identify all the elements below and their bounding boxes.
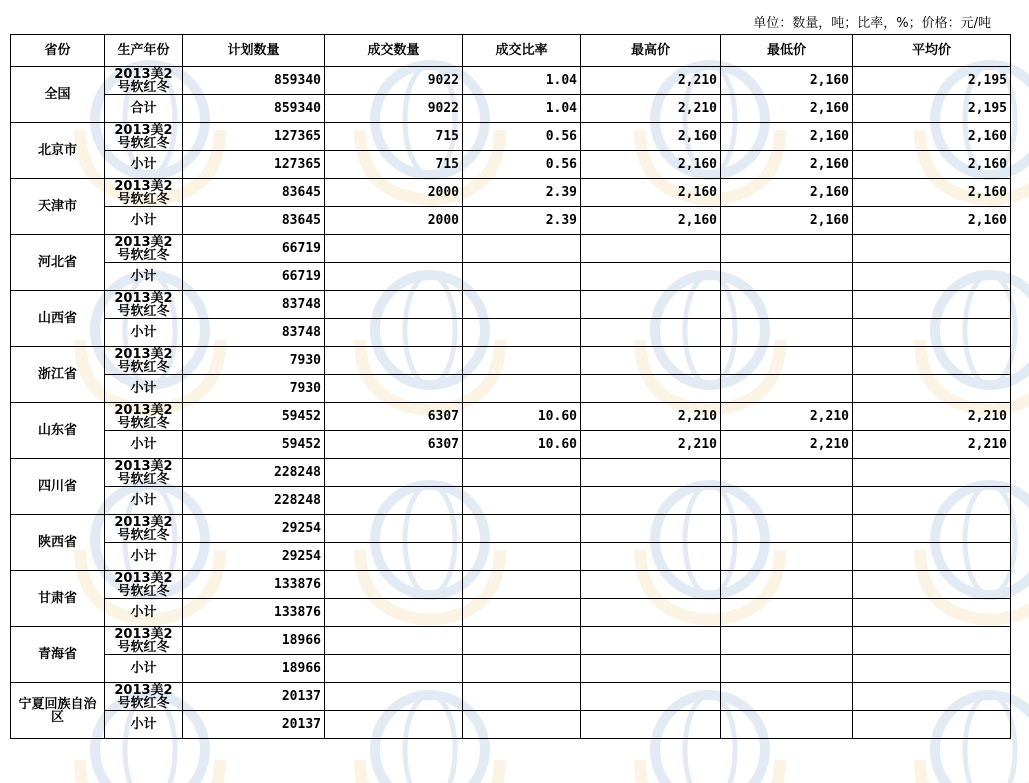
min-cell <box>721 319 853 347</box>
deal-cell <box>325 347 463 375</box>
max-cell <box>581 459 721 487</box>
plan-cell: 7930 <box>183 375 325 403</box>
min-cell: 2,160 <box>721 123 853 151</box>
deal-cell <box>325 711 463 739</box>
avg-cell <box>853 319 1011 347</box>
header-plan: 计划数量 <box>183 35 325 67</box>
plan-cell: 66719 <box>183 263 325 291</box>
avg-cell <box>853 487 1011 515</box>
plan-cell: 228248 <box>183 487 325 515</box>
province-cell: 陕西省 <box>11 515 105 571</box>
max-cell <box>581 655 721 683</box>
max-cell: 2,160 <box>581 207 721 235</box>
table-row <box>11 487 1011 515</box>
year-cell: 2013美2号软红冬 <box>105 291 183 319</box>
ratio-cell: 10.60 <box>463 431 581 459</box>
avg-cell: 2,160 <box>853 123 1011 151</box>
max-cell <box>581 543 721 571</box>
ratio-cell: 2.39 <box>463 207 581 235</box>
year-cell: 2013美2号软红冬 <box>105 235 183 263</box>
ratio-cell: 1.04 <box>463 95 581 123</box>
header-avg: 平均价 <box>853 35 1011 67</box>
year-cell: 小计 <box>105 543 183 571</box>
max-cell: 2,210 <box>581 67 721 95</box>
table-row <box>11 627 1011 655</box>
ratio-cell <box>463 515 581 543</box>
plan-cell: 83748 <box>183 319 325 347</box>
max-cell <box>581 571 721 599</box>
plan-cell: 66719 <box>183 235 325 263</box>
header-year: 生产年份 <box>105 35 183 67</box>
max-cell <box>581 291 721 319</box>
province-cell: 山东省 <box>11 403 105 459</box>
ratio-cell <box>463 683 581 711</box>
deal-cell <box>325 599 463 627</box>
deal-cell: 9022 <box>325 95 463 123</box>
ratio-cell <box>463 347 581 375</box>
ratio-cell: 0.56 <box>463 123 581 151</box>
year-cell: 小计 <box>105 319 183 347</box>
watermark-wheat <box>640 760 780 783</box>
min-cell: 2,210 <box>721 403 853 431</box>
ratio-cell <box>463 627 581 655</box>
max-cell <box>581 627 721 655</box>
header-max: 最高价 <box>581 35 721 67</box>
ratio-cell <box>463 263 581 291</box>
year-cell: 2013美2号软红冬 <box>105 123 183 151</box>
deal-cell <box>325 291 463 319</box>
plan-cell: 133876 <box>183 571 325 599</box>
year-cell: 2013美2号软红冬 <box>105 683 183 711</box>
header-province: 省份 <box>11 35 105 67</box>
deal-cell <box>325 459 463 487</box>
province-cell: 甘肃省 <box>11 571 105 627</box>
min-cell <box>721 515 853 543</box>
deal-cell <box>325 235 463 263</box>
ratio-cell <box>463 375 581 403</box>
deal-cell <box>325 263 463 291</box>
deal-cell: 715 <box>325 151 463 179</box>
max-cell <box>581 599 721 627</box>
avg-cell: 2,160 <box>853 207 1011 235</box>
avg-cell: 2,210 <box>853 403 1011 431</box>
ratio-cell <box>463 291 581 319</box>
avg-cell <box>853 683 1011 711</box>
max-cell: 2,210 <box>581 95 721 123</box>
table-row <box>11 571 1011 599</box>
min-cell <box>721 655 853 683</box>
year-cell: 2013美2号软红冬 <box>105 67 183 95</box>
ratio-cell: 2.39 <box>463 179 581 207</box>
plan-cell: 59452 <box>183 431 325 459</box>
year-cell: 小计 <box>105 487 183 515</box>
plan-cell: 29254 <box>183 543 325 571</box>
province-cell: 四川省 <box>11 459 105 515</box>
avg-cell: 2,195 <box>853 67 1011 95</box>
province-cell: 全国 <box>11 67 105 123</box>
ratio-cell <box>463 459 581 487</box>
year-cell: 小计 <box>105 207 183 235</box>
plan-cell: 7930 <box>183 347 325 375</box>
deal-cell <box>325 683 463 711</box>
deal-cell: 6307 <box>325 431 463 459</box>
year-cell: 小计 <box>105 151 183 179</box>
year-cell: 小计 <box>105 599 183 627</box>
plan-cell: 59452 <box>183 403 325 431</box>
avg-cell <box>853 515 1011 543</box>
plan-cell: 29254 <box>183 515 325 543</box>
plan-cell: 127365 <box>183 151 325 179</box>
min-cell: 2,210 <box>721 431 853 459</box>
ratio-cell: 1.04 <box>463 67 581 95</box>
plan-cell: 83748 <box>183 291 325 319</box>
table-row <box>11 123 1011 151</box>
province-cell: 天津市 <box>11 179 105 235</box>
min-cell <box>721 263 853 291</box>
ratio-cell <box>463 571 581 599</box>
avg-cell <box>853 459 1011 487</box>
max-cell <box>581 515 721 543</box>
plan-cell: 859340 <box>183 95 325 123</box>
plan-cell: 20137 <box>183 711 325 739</box>
max-cell: 2,210 <box>581 431 721 459</box>
max-cell <box>581 235 721 263</box>
deal-cell <box>325 655 463 683</box>
deal-cell <box>325 571 463 599</box>
min-cell: 2,160 <box>721 67 853 95</box>
min-cell <box>721 543 853 571</box>
header-deal: 成交数量 <box>325 35 463 67</box>
avg-cell <box>853 711 1011 739</box>
plan-cell: 127365 <box>183 123 325 151</box>
unit-note: 单位：数量，吨；比率，%；价格：元/吨 <box>753 16 991 31</box>
header-min: 最低价 <box>721 35 853 67</box>
deal-cell <box>325 543 463 571</box>
avg-cell: 2,195 <box>853 95 1011 123</box>
table-row <box>11 599 1011 627</box>
ratio-cell <box>463 711 581 739</box>
min-cell <box>721 375 853 403</box>
price-table <box>10 34 1011 739</box>
min-cell <box>721 627 853 655</box>
plan-cell: 83645 <box>183 207 325 235</box>
header-ratio: 成交比率 <box>463 35 581 67</box>
plan-cell: 228248 <box>183 459 325 487</box>
max-cell: 2,160 <box>581 151 721 179</box>
year-cell: 小计 <box>105 375 183 403</box>
year-cell: 2013美2号软红冬 <box>105 403 183 431</box>
table-row <box>11 347 1011 375</box>
province-cell: 山西省 <box>11 291 105 347</box>
province-cell: 浙江省 <box>11 347 105 403</box>
max-cell: 2,160 <box>581 179 721 207</box>
table-row <box>11 459 1011 487</box>
deal-cell <box>325 375 463 403</box>
table-row <box>11 207 1011 235</box>
table-row <box>11 655 1011 683</box>
year-cell: 小计 <box>105 431 183 459</box>
min-cell <box>721 487 853 515</box>
avg-cell <box>853 291 1011 319</box>
ratio-cell <box>463 235 581 263</box>
year-cell: 2013美2号软红冬 <box>105 627 183 655</box>
min-cell <box>721 683 853 711</box>
table-row <box>11 151 1011 179</box>
plan-cell: 18966 <box>183 627 325 655</box>
watermark-wheat <box>920 760 1029 783</box>
ratio-cell: 10.60 <box>463 403 581 431</box>
table-row <box>11 683 1011 711</box>
deal-cell <box>325 515 463 543</box>
min-cell <box>721 235 853 263</box>
avg-cell <box>853 263 1011 291</box>
table-row <box>11 95 1011 123</box>
min-cell <box>721 291 853 319</box>
plan-cell: 859340 <box>183 67 325 95</box>
table-row <box>11 515 1011 543</box>
deal-cell: 715 <box>325 123 463 151</box>
ratio-cell <box>463 599 581 627</box>
deal-cell <box>325 319 463 347</box>
table-row <box>11 403 1011 431</box>
deal-cell <box>325 487 463 515</box>
avg-cell <box>853 375 1011 403</box>
table-row <box>11 319 1011 347</box>
table-row <box>11 431 1011 459</box>
table-row <box>11 67 1011 95</box>
ratio-cell: 0.56 <box>463 151 581 179</box>
max-cell <box>581 263 721 291</box>
min-cell <box>721 599 853 627</box>
max-cell: 2,210 <box>581 403 721 431</box>
watermark-wheat <box>80 760 220 783</box>
avg-cell: 2,210 <box>853 431 1011 459</box>
min-cell: 2,160 <box>721 95 853 123</box>
avg-cell <box>853 571 1011 599</box>
plan-cell: 18966 <box>183 655 325 683</box>
max-cell: 2,160 <box>581 123 721 151</box>
plan-cell: 83645 <box>183 179 325 207</box>
province-cell: 青海省 <box>11 627 105 683</box>
year-cell: 2013美2号软红冬 <box>105 515 183 543</box>
max-cell <box>581 319 721 347</box>
avg-cell <box>853 235 1011 263</box>
province-cell: 北京市 <box>11 123 105 179</box>
max-cell <box>581 487 721 515</box>
avg-cell <box>853 599 1011 627</box>
min-cell: 2,160 <box>721 207 853 235</box>
min-cell <box>721 347 853 375</box>
min-cell <box>721 571 853 599</box>
year-cell: 2013美2号软红冬 <box>105 571 183 599</box>
table-row <box>11 543 1011 571</box>
plan-cell: 133876 <box>183 599 325 627</box>
table-row <box>11 375 1011 403</box>
year-cell: 2013美2号软红冬 <box>105 179 183 207</box>
deal-cell: 2000 <box>325 207 463 235</box>
avg-cell <box>853 347 1011 375</box>
ratio-cell <box>463 487 581 515</box>
avg-cell <box>853 543 1011 571</box>
table-row <box>11 291 1011 319</box>
avg-cell: 2,160 <box>853 151 1011 179</box>
watermark-wheat <box>360 760 500 783</box>
year-cell: 小计 <box>105 711 183 739</box>
table-row <box>11 235 1011 263</box>
max-cell <box>581 683 721 711</box>
deal-cell <box>325 627 463 655</box>
max-cell <box>581 347 721 375</box>
table-row <box>11 263 1011 291</box>
avg-cell: 2,160 <box>853 179 1011 207</box>
year-cell: 2013美2号软红冬 <box>105 347 183 375</box>
year-cell: 合计 <box>105 95 183 123</box>
province-cell: 河北省 <box>11 235 105 291</box>
year-cell: 2013美2号软红冬 <box>105 459 183 487</box>
table-body <box>11 67 1011 739</box>
min-cell: 2,160 <box>721 151 853 179</box>
header-row <box>11 35 1011 67</box>
ratio-cell <box>463 543 581 571</box>
avg-cell <box>853 655 1011 683</box>
max-cell <box>581 375 721 403</box>
year-cell: 小计 <box>105 655 183 683</box>
min-cell <box>721 459 853 487</box>
plan-cell: 20137 <box>183 683 325 711</box>
min-cell <box>721 711 853 739</box>
deal-cell: 2000 <box>325 179 463 207</box>
year-cell: 小计 <box>105 263 183 291</box>
min-cell: 2,160 <box>721 179 853 207</box>
province-cell: 宁夏回族自治区 <box>11 683 105 739</box>
table-row <box>11 179 1011 207</box>
ratio-cell <box>463 319 581 347</box>
deal-cell: 6307 <box>325 403 463 431</box>
table-row <box>11 711 1011 739</box>
max-cell <box>581 711 721 739</box>
ratio-cell <box>463 655 581 683</box>
avg-cell <box>853 627 1011 655</box>
deal-cell: 9022 <box>325 67 463 95</box>
